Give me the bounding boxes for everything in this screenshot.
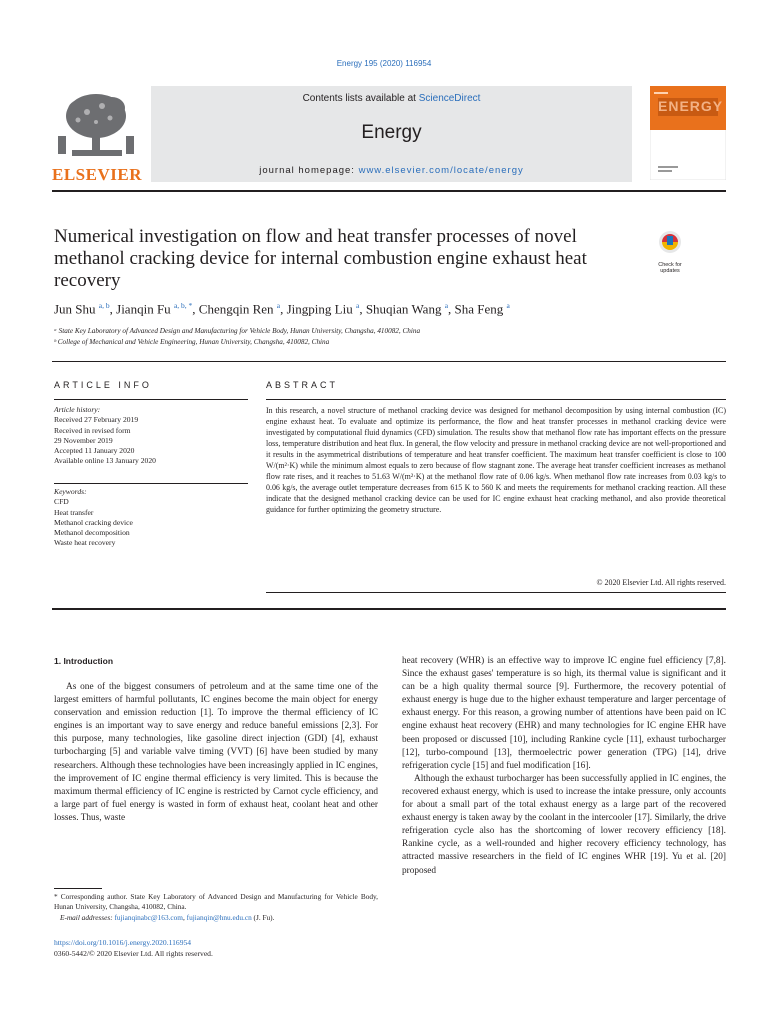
keyword-item: CFD	[54, 497, 69, 507]
keyword-item: Methanol decomposition	[54, 528, 130, 538]
check-updates-icon	[652, 229, 688, 257]
email-label: E-mail addresses:	[60, 912, 115, 922]
info-rule	[54, 399, 248, 400]
author-name[interactable]: Chengqin Ren	[198, 301, 274, 317]
check-for-updates-button[interactable]	[652, 229, 688, 274]
author-separator: ,	[448, 301, 455, 317]
author-name[interactable]: Jun Shu	[54, 301, 96, 317]
body-right-column	[402, 655, 726, 878]
author-affiliation-marker[interactable]: a	[276, 301, 281, 310]
homepage-link[interactable]: www.elsevier.com/locate/energy	[358, 165, 524, 176]
section-heading-introduction: 1. Introduction	[54, 656, 114, 666]
body-paragraph: heat recovery (WHR) is an effective way to improve IC engine fuel efficiency [7,8]. Since the exhaust gases' temperature is so high, its thermal value is significant and it can be a high quality thermal source [9]. Furthermore, the recovery potential of exhaust energy is huge due to the higher exhaust temperature and larger percentage of exhaust energy. For this reason, a growing number of attentions have been paid on IC engine exhaust heat recovery (EHR) and many technologies for IC engine EHR have been proposed or discussed [10], including Rankine cycle [11], exhaust turbocharger [12], turbo-compound [13], thermoelectric power generation (TPG) [14], drive refrigeration cycle [15] and fuel modification [16].	[402, 656, 726, 771]
article-info-heading: ARTICLE INFO	[54, 380, 152, 390]
keyword-item: Waste heat recovery	[54, 538, 116, 548]
sciencedirect-link[interactable]: ScienceDirect	[418, 93, 481, 104]
author-separator: ,	[359, 301, 366, 317]
author-list	[54, 301, 674, 317]
author-affiliation-marker[interactable]: a, b	[98, 301, 110, 310]
author-affiliation-marker[interactable]: a	[444, 301, 449, 310]
author-separator: ,	[280, 301, 287, 317]
homepage-prefix: journal homepage:	[259, 165, 359, 176]
info-divider	[54, 483, 248, 484]
journal-citation[interactable]: Energy 195 (2020) 116954	[336, 59, 432, 68]
corresponding-author-footnote	[54, 892, 378, 923]
footnote-text: * Corresponding author. State Key Laboratory of Advanced Design and Manufacturing for Vehicle Body, Hunan University, Changsha, 410082, China.	[54, 892, 378, 912]
email-separator: ,	[182, 912, 187, 922]
email-suffix: (J. Fu).	[251, 912, 275, 922]
abstract-rule	[266, 399, 726, 400]
body-paragraph: Although the exhaust turbocharger has been successfully applied in IC engines, the recovered exhaust energy, which is used to increase the intake pressure, only accounts for about a small part of the total exhaust energy as a large part of the recovered exhaust energy is taken away by the coolant in the intercooler [17]. Similarly, the drive refrigeration cycle also has the shortcoming of lower recovery efficiency [18]. Rankine cycle, as a well-rounded and higher recovery efficiency technology, has attracted massive researchers in the field of IC engines WHR [19]. Yu et al. [20] proposed	[402, 773, 726, 876]
author-separator: ,	[192, 301, 199, 317]
author-name[interactable]: Jianqin Fu	[116, 301, 171, 317]
author-affiliation-marker[interactable]: a	[506, 301, 510, 310]
body-left-column: As one of the biggest consumers of petroleum and at the same time one of the largest emitters of harmful pollutants, IC engines become the main object for energy conservation and emission reduction [1]. To improve the thermal efficiency of IC engines is an important way to save energy and reduce baneful emissions [2,3]. For this purpose, many technologies, like gasoline direct injection (GDI) [4], exhaust turbocharging [5] and variable valve timing (VVT) [6] have been studied by many researchers. Although these technologies have been increasingly applied in IC engines, the improvement of IC engine thermal efficiency is very limited. This is because the maximum thermal efficiency of IC engine is restricted by Carnot cycle efficiency, and a large part of fuel energy is wasted in form of exhaust heat, coolant heat and other losses. Thus, waste	[54, 682, 378, 823]
contents-prefix: Contents lists available at	[302, 93, 419, 104]
cover-title: ENERGY	[658, 98, 724, 114]
check-updates-label: Check for updates	[658, 262, 682, 274]
history-item: Accepted 11 January 2020	[54, 446, 135, 456]
journal-name: Energy	[361, 122, 422, 143]
history-item: 29 November 2019	[54, 435, 113, 445]
abstract-bottom-rule	[266, 592, 726, 593]
article-history	[54, 405, 248, 467]
title-rule	[52, 361, 726, 362]
author-affiliation-marker[interactable]: a, b, *	[173, 301, 193, 310]
front-matter-rule	[52, 608, 726, 610]
journal-cover-thumbnail[interactable]	[650, 86, 726, 180]
history-item: Received in revised form	[54, 425, 131, 435]
keywords-label: Keywords:	[54, 487, 87, 496]
author-separator: ,	[109, 301, 117, 317]
abstract-copyright: © 2020 Elsevier Ltd. All rights reserved.	[596, 578, 726, 587]
email-link[interactable]: fujianqinabc@163.com	[114, 912, 183, 922]
elsevier-wordmark: ELSEVIER	[52, 165, 142, 184]
doi-link[interactable]: https://doi.org/10.1016/j.energy.2020.116954	[54, 938, 192, 947]
author-affiliation-marker[interactable]: a	[355, 301, 360, 310]
keywords	[54, 487, 248, 549]
history-item: Received 27 February 2019	[54, 415, 139, 425]
author-name[interactable]: Sha Feng	[454, 301, 504, 317]
abstract-heading: ABSTRACT	[266, 380, 339, 390]
history-item: Available online 13 January 2020	[54, 456, 156, 466]
affiliation-b: ᵇ College of Mechanical and Vehicle Engineering, Hunan University, Changsha, 410082, China	[54, 338, 330, 346]
affiliation-a: ᵃ State Key Laboratory of Advanced Design and Manufacturing for Vehicle Body, Hunan University, Changsha, 410082, China	[54, 327, 421, 335]
header-rule	[52, 190, 726, 192]
journal-homepage	[151, 165, 632, 176]
footnote-rule	[54, 888, 102, 889]
history-label: Article history:	[54, 405, 101, 414]
author-name[interactable]: Shuqian Wang	[365, 301, 442, 317]
abstract-text: In this research, a novel structure of methanol cracking device was designed for methanol decomposition by using internal combustion (IC) engine exhaust heat. To evaluate and optimize its performance, the flow and heat transfer processes in methanol cracking device were investigated by computational fluid dynamics (CFD) simulation. The results show that methanol flow rate has important effects on the pressure loss, temperature distribution and heat flux. In general, the flow velocity and pressure in methanol cracking device are not well-proportioned and it results in the asymmetrical distributions of temperature and heat transfer coefficient. The maximum heat transfer coefficient is close to 100 W/(m²·K) while the minimum almost equals to zero because of flow stagnant zone. The average heat transfer coefficient increases as methanol flow rate rises, and it reaches to 51.63 W/(m²·K) at the methanol flow rate of 0.06 kg/s. When methanol flow rate increases from 0.03 kg/s to 0.06 kg/s, the average outlet temperature decreases from 615 K to 560 K and meets the requirements for methanol cracking reaction. All these indicate that the designed methanol cracking device can be used for IC engine exhaust heat cracking methanol, and also provide theoretical guidance for further optimizing the geometry structure.	[266, 406, 727, 515]
paper-title: Numerical investigation on flow and heat transfer processes of novel methanol cracking device for internal combustion engine exhaust heat recovery	[54, 226, 587, 291]
email-link[interactable]: fujianqin@hnu.edu.cn	[186, 912, 252, 922]
issn-copyright: 0360-5442/© 2020 Elsevier Ltd. All rights reserved.	[54, 949, 213, 958]
keyword-item: Methanol cracking device	[54, 517, 133, 527]
keyword-item: Heat transfer	[54, 507, 94, 517]
author-name[interactable]: Jingping Liu	[286, 301, 353, 317]
contents-availability	[151, 93, 632, 104]
